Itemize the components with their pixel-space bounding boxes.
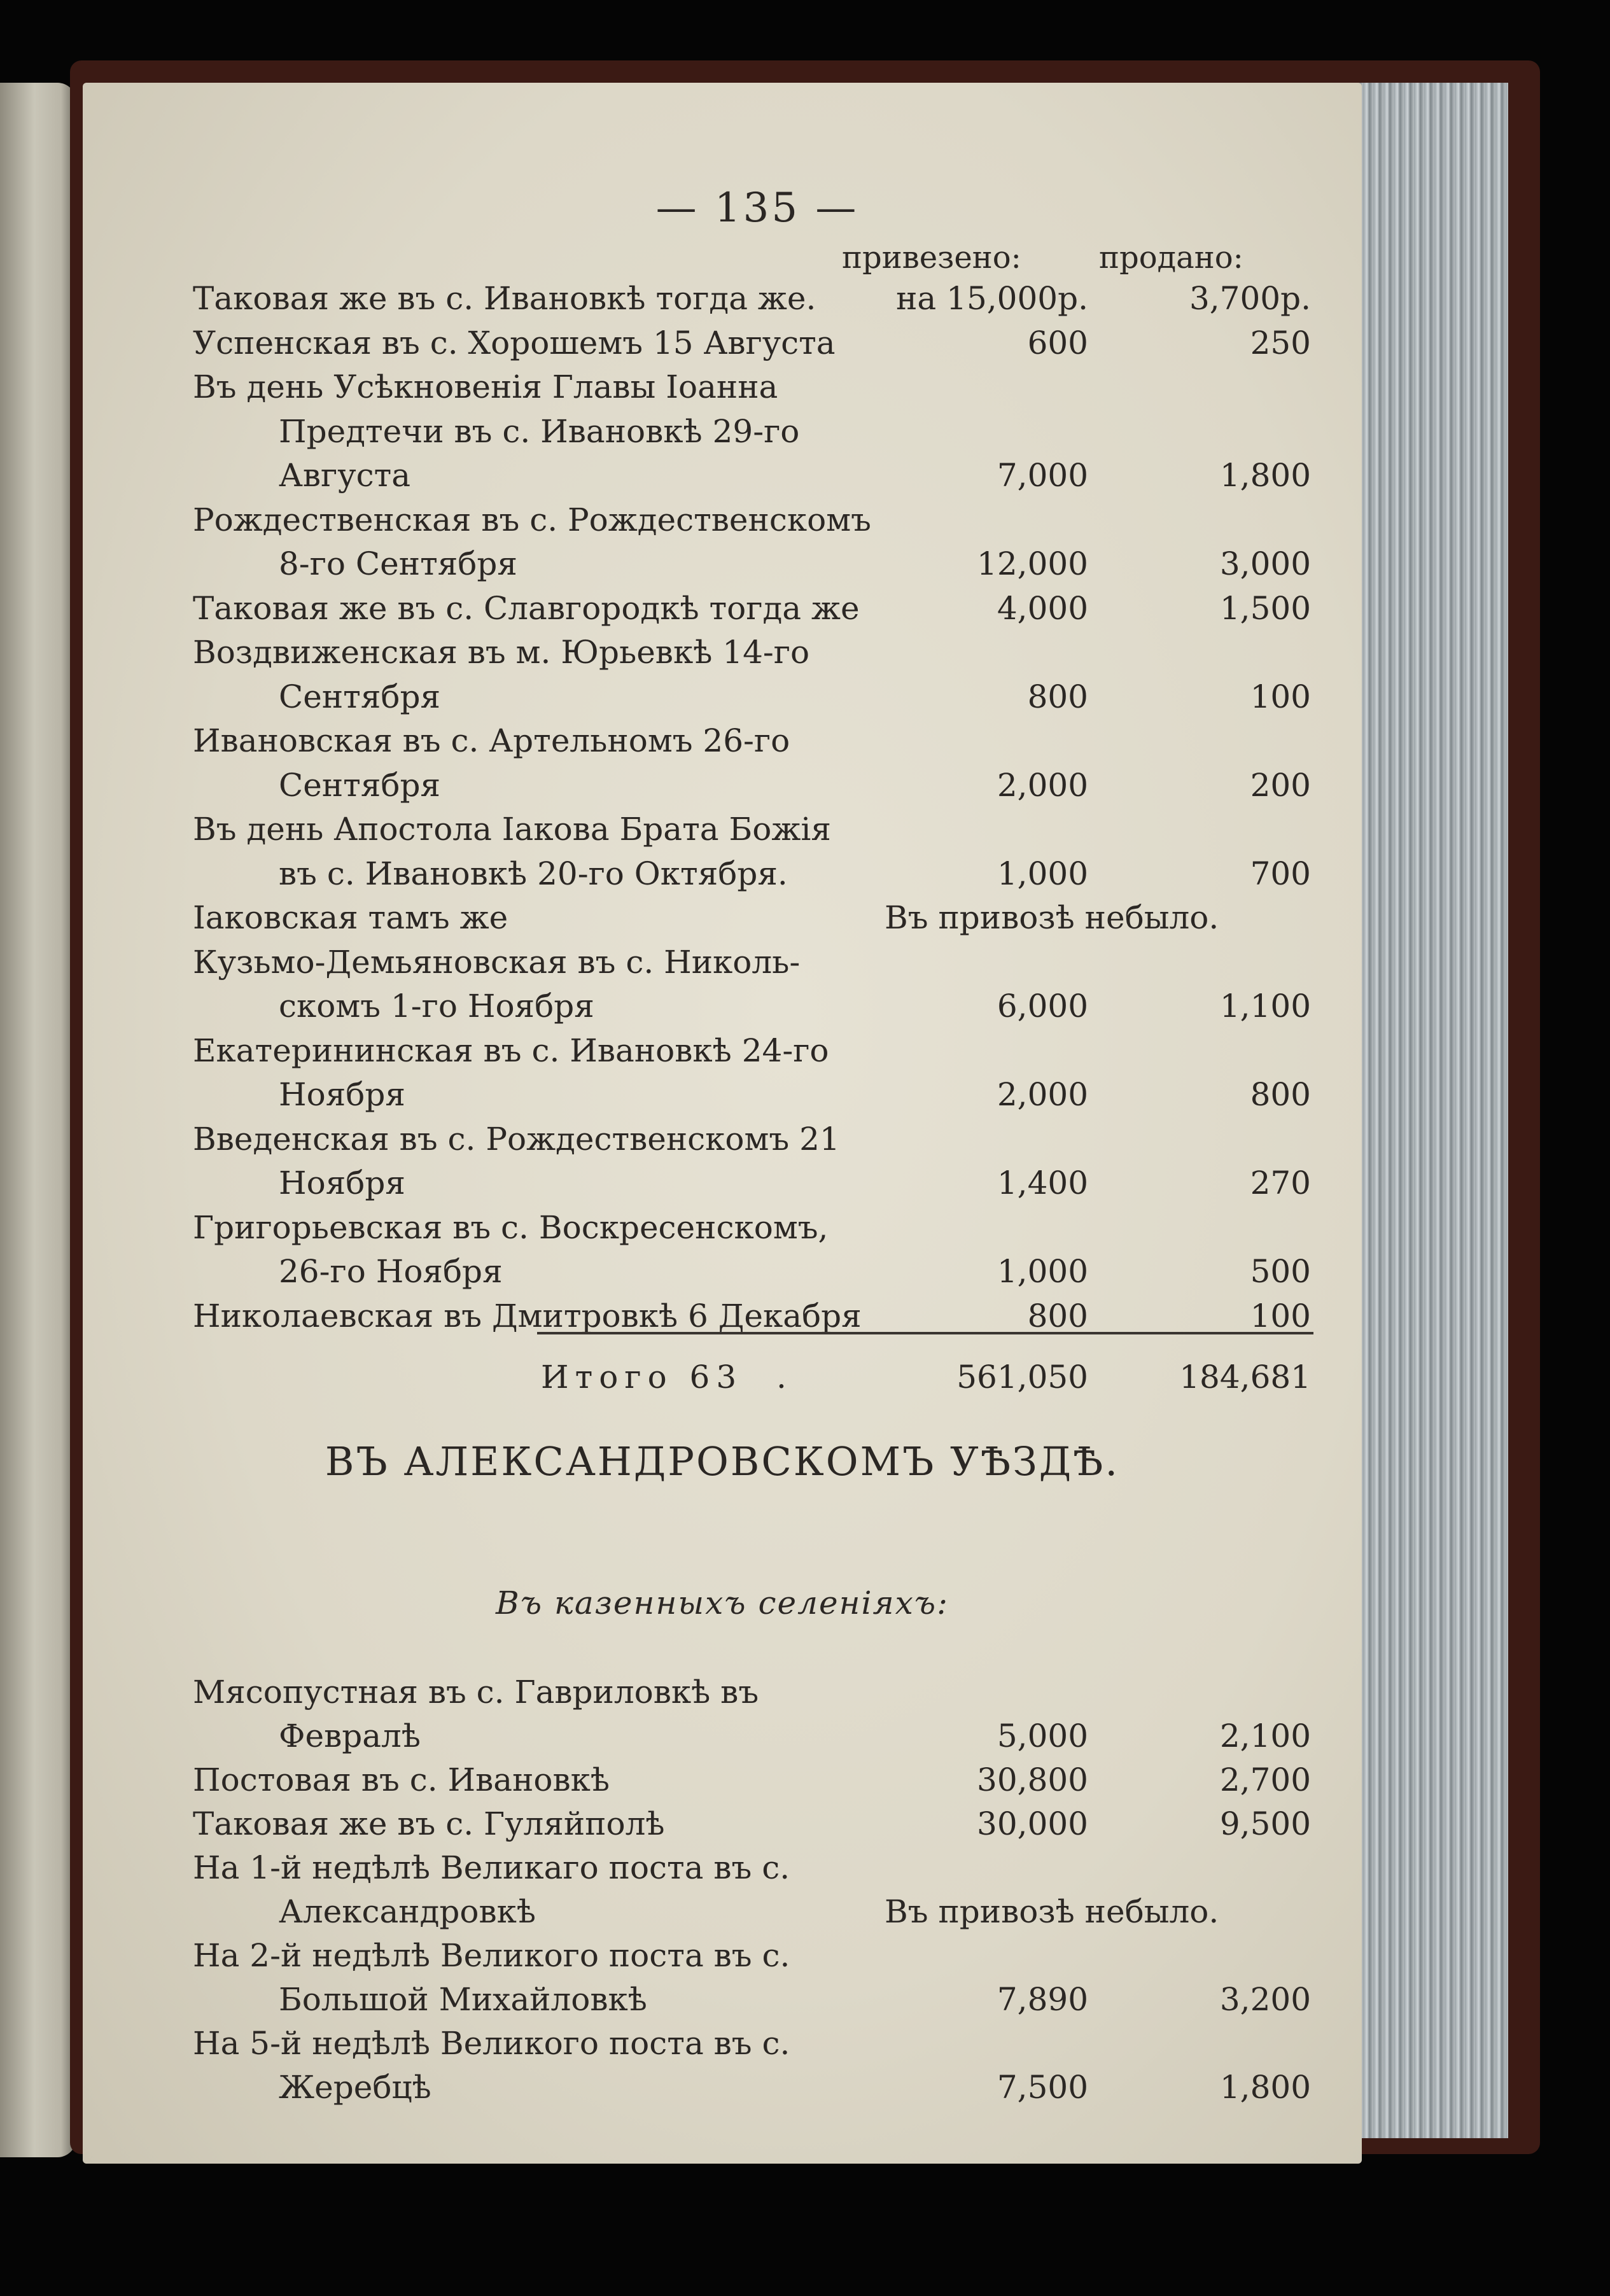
column-header-sold: продано: xyxy=(1099,240,1243,276)
row-description: Ивановская въ с. Артельномъ 26-го xyxy=(193,722,790,759)
row-description: Мясопустная въ с. Гавриловкѣ въ xyxy=(193,1674,759,1711)
table-row xyxy=(83,545,1362,590)
row-sold: 500 xyxy=(1250,1253,1311,1290)
table-row xyxy=(83,634,1362,678)
row-brought: 800 xyxy=(1027,1297,1088,1334)
table-row xyxy=(83,1165,1362,1209)
row-sold: 1,800 xyxy=(1219,457,1311,494)
row-description: На 1-й недѣлѣ Великаго поста въ с. xyxy=(193,1849,790,1886)
table-row xyxy=(83,501,1362,546)
row-description: Таковая же въ с. Гуляйполѣ xyxy=(193,1805,665,1842)
total-sold: 184,681 xyxy=(1179,1359,1311,1396)
row-sold: 3,200 xyxy=(1219,1981,1311,2018)
row-description: Рождественская въ с. Рождественскомъ xyxy=(193,501,871,538)
table-row xyxy=(83,1893,1362,1938)
row-sold: 200 xyxy=(1250,766,1311,804)
row-note: Въ привозѣ небыло. xyxy=(885,1893,1219,1930)
row-sold: 1,500 xyxy=(1219,589,1311,627)
row-sold: 100 xyxy=(1250,1297,1311,1334)
row-description: Ноября xyxy=(279,1165,405,1201)
section-subheading: Въ казенныхъ селеніяхъ: xyxy=(496,1585,949,1621)
table-row xyxy=(83,855,1362,900)
total-row xyxy=(83,1359,1362,1403)
table-row xyxy=(83,678,1362,723)
row-brought: 12,000 xyxy=(977,545,1088,582)
row-sold: 9,500 xyxy=(1219,1805,1311,1842)
table-row xyxy=(83,988,1362,1032)
table-row xyxy=(83,1805,1362,1850)
row-description: Воздвиженская въ м. Юрьевкѣ 14-го xyxy=(193,634,810,671)
row-description: Сентября xyxy=(279,678,441,715)
table-row xyxy=(83,944,1362,988)
row-description: Августа xyxy=(279,457,411,494)
page-stack-edge xyxy=(1343,83,1508,2138)
row-brought: на 15,000р. xyxy=(896,280,1088,317)
row-note: Въ привозѣ небыло. xyxy=(885,899,1219,936)
table-row xyxy=(83,1761,1362,1806)
column-header-brought: привезено: xyxy=(842,240,1021,276)
table-row xyxy=(83,368,1362,413)
row-brought: 7,000 xyxy=(997,457,1088,494)
row-brought: 30,800 xyxy=(977,1761,1088,1798)
row-description: 26-го Ноября xyxy=(279,1253,503,1290)
book-page xyxy=(83,83,1362,2164)
row-description: Введенская въ с. Рождественскомъ 21 xyxy=(193,1120,840,1158)
row-description: Николаевская въ Дмитровкѣ 6 Декабря xyxy=(193,1297,862,1334)
row-description: Таковая же въ с. Славгородкѣ тогда же xyxy=(193,589,860,627)
table-row xyxy=(83,457,1362,501)
row-description: Григорьевская въ с. Воскресенскомъ, xyxy=(193,1208,829,1246)
row-description: Жеребцѣ xyxy=(279,2069,431,2106)
left-page-edge xyxy=(0,83,76,2157)
row-brought: 7,500 xyxy=(997,2069,1088,2106)
row-sold: 2,700 xyxy=(1219,1761,1311,1798)
table-row xyxy=(83,1121,1362,1165)
table-row xyxy=(83,2025,1362,2069)
table-row xyxy=(83,1032,1362,1077)
row-brought: 30,000 xyxy=(977,1805,1088,1842)
row-description: Таковая же въ с. Ивановкѣ тогда же. xyxy=(193,280,816,317)
table-row xyxy=(83,2069,1362,2113)
row-description: Въ день Апостола Іакова Брата Божія xyxy=(193,811,831,848)
table-row xyxy=(83,1674,1362,1718)
section-heading: ВЪ АЛЕКСАНДРОВСКОМЪ УѢЗДѢ. xyxy=(325,1438,1120,1485)
row-sold: 1,100 xyxy=(1219,988,1311,1025)
table-row xyxy=(83,1937,1362,1982)
row-sold: 1,800 xyxy=(1219,2069,1311,2106)
row-brought: 1,400 xyxy=(997,1165,1088,1201)
row-sold: 100 xyxy=(1250,678,1311,715)
row-description: Сентября xyxy=(279,766,441,804)
row-description: 8-го Сентября xyxy=(279,545,517,582)
row-description: Успенская въ с. Хорошемъ 15 Августа xyxy=(193,324,836,361)
row-description: Кузьмо-Демьяновская въ с. Николь- xyxy=(193,943,801,981)
row-description: въ с. Ивановкѣ 20-го Октября. xyxy=(279,855,788,892)
table-row xyxy=(83,1849,1362,1894)
total-dot: . xyxy=(776,1359,787,1396)
row-sold: 700 xyxy=(1250,855,1311,892)
page-number-header: — 135 — xyxy=(655,185,859,232)
row-brought: 6,000 xyxy=(997,988,1088,1025)
row-brought: 600 xyxy=(1027,324,1088,361)
row-description: Большой Михайловкѣ xyxy=(279,1981,647,2018)
row-sold: 2,100 xyxy=(1219,1718,1311,1754)
row-sold: 3,700р. xyxy=(1189,280,1311,317)
table-row xyxy=(83,1209,1362,1254)
row-sold: 800 xyxy=(1250,1076,1311,1113)
row-brought: 800 xyxy=(1027,678,1088,715)
row-brought: 1,000 xyxy=(997,1253,1088,1290)
table-row xyxy=(83,1718,1362,1762)
row-brought: 1,000 xyxy=(997,855,1088,892)
total-brought: 561,050 xyxy=(956,1359,1088,1396)
row-description: Въ день Усѣкновенія Главы Іоанна xyxy=(193,368,778,405)
table-row xyxy=(83,811,1362,855)
row-description: Предтечи въ с. Ивановкѣ 29-го xyxy=(279,412,800,450)
row-description: Февралѣ xyxy=(279,1718,421,1754)
row-sold: 250 xyxy=(1250,324,1311,361)
row-description: На 2-й недѣлѣ Великого поста въ с. xyxy=(193,1937,790,1974)
table-row xyxy=(83,899,1362,944)
row-description: Ноября xyxy=(279,1076,405,1113)
row-description: скомъ 1-го Ноября xyxy=(279,988,594,1025)
table-row xyxy=(83,1298,1362,1342)
row-description: Екатерининская въ с. Ивановкѣ 24-го xyxy=(193,1032,829,1069)
table-row xyxy=(83,767,1362,811)
table-row xyxy=(83,722,1362,767)
row-description: Александровкѣ xyxy=(279,1893,536,1930)
row-sold: 270 xyxy=(1250,1165,1311,1201)
table-row xyxy=(83,1253,1362,1298)
row-description: Постовая въ с. Ивановкѣ xyxy=(193,1761,610,1798)
table-row xyxy=(83,1076,1362,1121)
row-brought: 2,000 xyxy=(997,1076,1088,1113)
row-brought: 7,890 xyxy=(997,1981,1088,2018)
table-row xyxy=(83,1981,1362,2026)
row-description: Іаковская тамъ же xyxy=(193,899,508,936)
table-row xyxy=(83,325,1362,369)
total-rule xyxy=(537,1332,1313,1334)
table-row xyxy=(83,590,1362,634)
row-brought: 4,000 xyxy=(997,589,1088,627)
total-label: Итого 63 xyxy=(541,1359,743,1396)
row-brought: 5,000 xyxy=(997,1718,1088,1754)
table-row xyxy=(83,413,1362,458)
table-row xyxy=(83,280,1362,325)
row-brought: 2,000 xyxy=(997,766,1088,804)
row-description: На 5-й недѣлѣ Великого поста въ с. xyxy=(193,2025,790,2062)
row-sold: 3,000 xyxy=(1219,545,1311,582)
